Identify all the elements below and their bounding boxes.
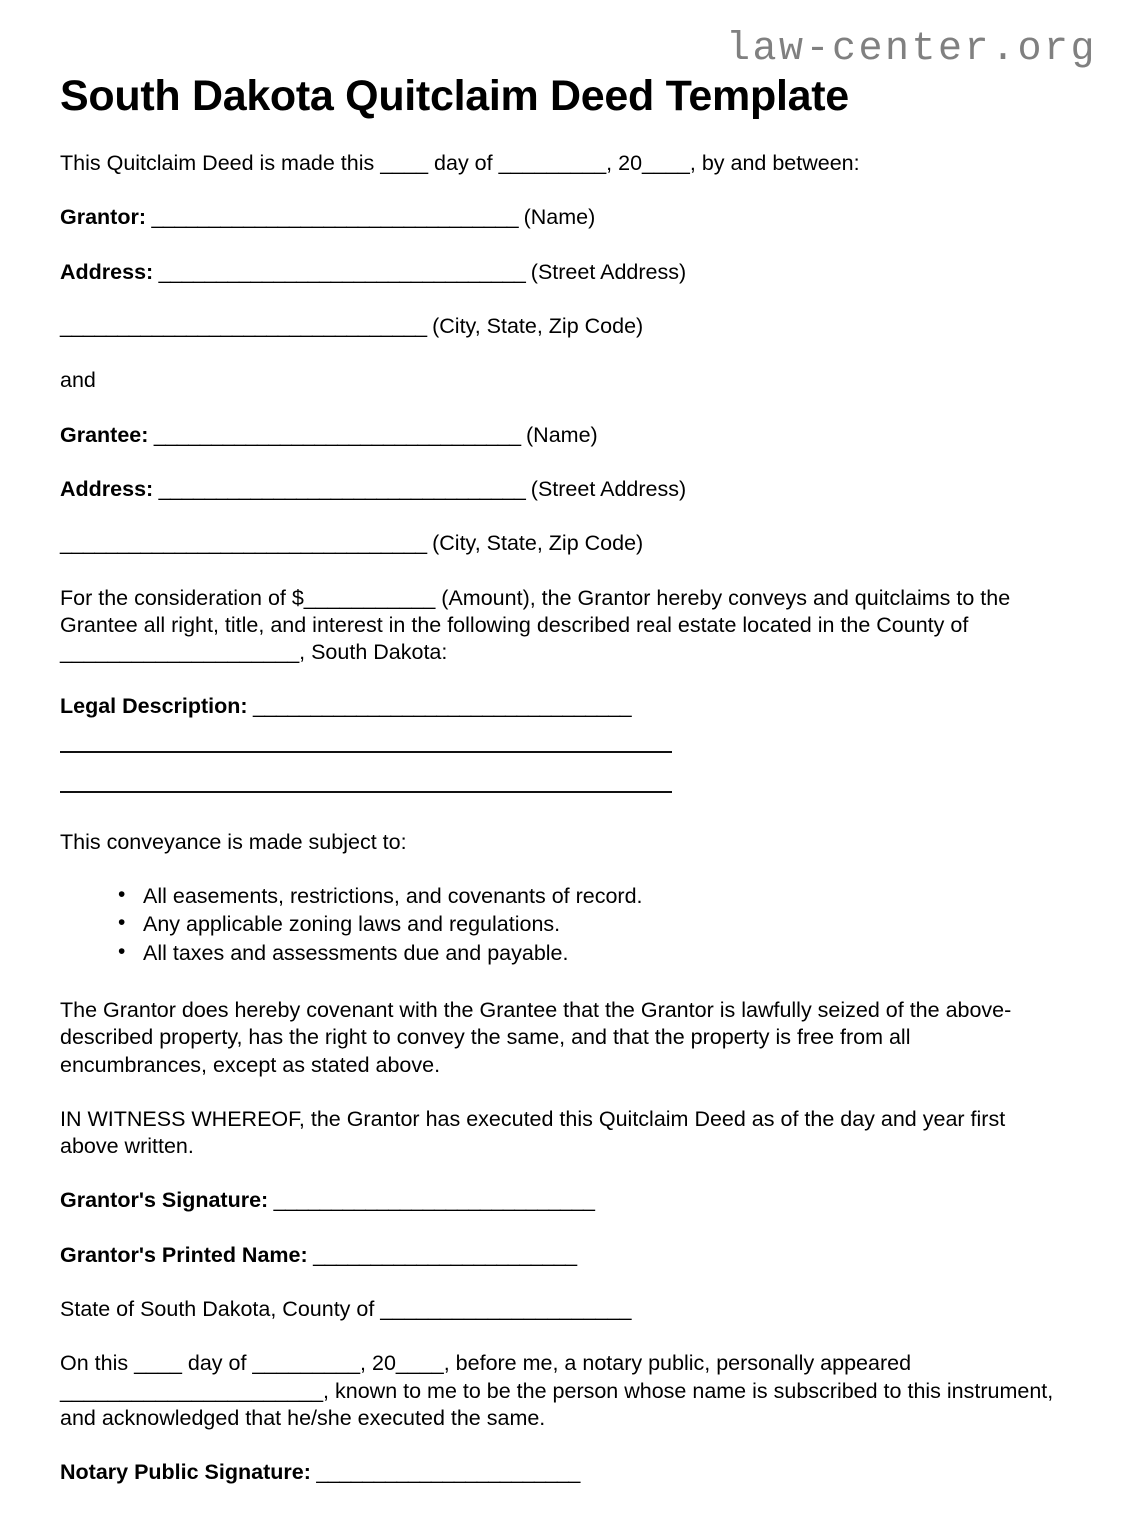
legal-description-rule-1[interactable] bbox=[60, 751, 672, 753]
grantor-name-line bbox=[60, 204, 1060, 231]
grantor-name-hint: (Name) bbox=[523, 205, 596, 230]
grantee-address-line bbox=[60, 476, 1060, 503]
grantee-name-label: Grantee: bbox=[60, 422, 149, 447]
grantor-signature-label: Grantor's Signature: bbox=[60, 1188, 269, 1213]
page-title: South Dakota Quitclaim Deed Template bbox=[60, 72, 849, 120]
conjunction-and: and bbox=[60, 368, 96, 393]
document-body bbox=[60, 72, 1060, 1513]
grantee-name-blank[interactable]: ________________________________ bbox=[148, 422, 527, 447]
grantor-printed-name-line bbox=[60, 1242, 1060, 1269]
subject-intro: This conveyance is made subject to: bbox=[60, 829, 407, 854]
grantee-city-blank[interactable]: ________________________________ bbox=[60, 531, 433, 556]
grantor-address-blank[interactable]: ________________________________ bbox=[153, 259, 531, 284]
covenant-paragraph: The Grantor does hereby covenant with the Grantee that the Grantor is lawfully seized of the above-described property, has the right to convey the same, and that the property is free from all encumbrances, except as stated above. bbox=[60, 997, 1012, 1077]
grantee-address-blank[interactable]: ________________________________ bbox=[153, 476, 531, 501]
grantor-name-blank[interactable]: ________________________________ bbox=[146, 205, 524, 230]
legal-description-rule-2[interactable] bbox=[60, 791, 672, 793]
consideration-paragraph: For the consideration of $___________ (Amount), the Grantor hereby conveys and quitclaims to the Grantee all right, title, and interest in the following described real estate located in the County of ____________________, South Dakota: bbox=[60, 585, 1011, 665]
grantor-city-hint: (City, State, Zip Code) bbox=[432, 314, 644, 339]
grantor-printed-name-label: Grantor's Printed Name: bbox=[60, 1242, 308, 1267]
notary-paragraph: On this ____ day of _________, 20____, before me, a notary public, personally appeared ______________________, known to me to be the person whose name is subscribed to this instrument, and acknowledged that he/she executed the same. bbox=[60, 1351, 1054, 1430]
subject-list bbox=[60, 883, 1060, 967]
list-item: • All taxes and assessments due and payable. bbox=[118, 940, 1060, 967]
notary-signature-blank[interactable]: _______________________ bbox=[310, 1460, 580, 1485]
legal-description-label: Legal Description: bbox=[60, 694, 248, 719]
grantor-signature-blank[interactable]: ____________________________ bbox=[268, 1188, 595, 1213]
legal-description-line bbox=[60, 693, 1060, 720]
grantor-signature-line bbox=[60, 1187, 1060, 1214]
notary-signature-line bbox=[60, 1459, 1060, 1486]
grantor-printed-name-blank[interactable]: _______________________ bbox=[307, 1242, 577, 1267]
list-item: • All easements, restrictions, and covenants of record. bbox=[118, 883, 1060, 910]
intro-paragraph: This Quitclaim Deed is made this ____ day of _________, 20____, by and between: bbox=[60, 151, 860, 176]
list-item: • Any applicable zoning laws and regulations. bbox=[118, 911, 1060, 938]
grantee-city-line bbox=[60, 530, 1060, 557]
grantee-address-hint: (Street Address) bbox=[530, 476, 687, 501]
witness-paragraph: IN WITNESS WHEREOF, the Grantor has executed this Quitclaim Deed as of the day and year first above written. bbox=[60, 1106, 1006, 1159]
grantor-city-blank[interactable]: ________________________________ bbox=[60, 314, 433, 339]
grantee-name-line bbox=[60, 422, 1060, 449]
legal-description-blank[interactable]: _________________________________ bbox=[247, 694, 632, 719]
grantee-name-hint: (Name) bbox=[526, 422, 598, 447]
grantor-name-label: Grantor: bbox=[60, 205, 146, 230]
notary-signature-label: Notary Public Signature: bbox=[60, 1460, 311, 1485]
grantee-address-label: Address: bbox=[60, 476, 154, 501]
grantor-address-hint: (Street Address) bbox=[530, 259, 687, 284]
grantor-city-line bbox=[60, 313, 1060, 340]
grantor-address-line bbox=[60, 259, 1060, 286]
site-watermark: law-center.org bbox=[725, 27, 1097, 72]
state-county-line: State of South Dakota, County of _____________________ bbox=[60, 1296, 632, 1321]
grantee-city-hint: (City, State, Zip Code) bbox=[432, 531, 644, 556]
grantor-address-label: Address: bbox=[60, 259, 154, 284]
